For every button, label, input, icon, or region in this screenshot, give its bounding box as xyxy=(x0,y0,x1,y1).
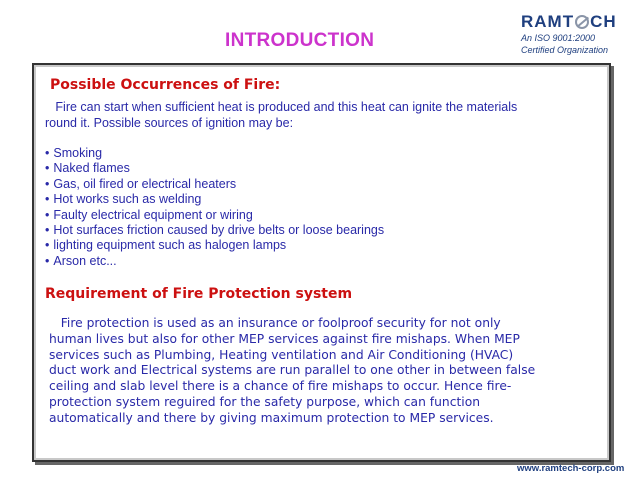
logo-slashed-o-icon xyxy=(575,15,589,29)
logo-tagline-2: Certified Organization xyxy=(521,45,609,55)
company-logo xyxy=(521,12,633,56)
list-item: • lighting equipment such as halogen lamps xyxy=(45,238,384,253)
logo-suffix: CH xyxy=(590,12,617,31)
logo-prefix: RAMT xyxy=(521,12,575,31)
ignition-sources-list xyxy=(45,146,384,269)
paragraph-line: protection system reguired for the safety purpose, which can function xyxy=(49,394,481,409)
paragraph-line: duct work and Electrical systems are run parallel to one other in between false xyxy=(49,363,536,378)
list-item: • Naked flames xyxy=(45,161,384,176)
requirement-paragraph xyxy=(49,316,589,427)
paragraph-line: services such as Plumbing, Heating ventilation and Air Conditioning (HVAC) xyxy=(49,347,514,362)
intro-line: round it. Possible sources of ignition may be: xyxy=(45,116,294,130)
paragraph-line: ceiling and slab level there is a chance of fire mishaps to occur. Hence fire- xyxy=(49,379,512,394)
intro-line: Fire can start when sufficient heat is produced and this heat can ignite the materials xyxy=(45,100,518,114)
section-heading-occurrences: Possible Occurrences of Fire: xyxy=(50,77,281,93)
paragraph-line: automatically and there by giving maximum protection to MEP services. xyxy=(49,410,494,425)
list-item: • Smoking xyxy=(45,146,384,161)
intro-paragraph xyxy=(45,99,585,131)
paragraph-line: Fire protection is used as an insurance or foolproof security for not only xyxy=(49,316,501,330)
list-item: • Faulty electrical equipment or wiring xyxy=(45,208,384,223)
page-title: INTRODUCTION xyxy=(225,30,375,51)
paragraph-line: human lives but also for other MEP services against fire mishaps. When MEP xyxy=(49,331,520,346)
logo-name xyxy=(521,12,633,32)
section-heading-requirement: Requirement of Fire Protection system xyxy=(45,286,353,302)
list-item: • Hot surfaces friction caused by drive belts or loose bearings xyxy=(45,223,384,238)
list-item: • Gas, oil fired or electrical heaters xyxy=(45,177,384,192)
logo-tagline-1: An ISO 9001:2000 xyxy=(521,33,596,43)
footer-url[interactable]: www.ramtech-corp.com xyxy=(517,463,625,474)
list-item: • Arson etc... xyxy=(45,254,384,269)
list-item: • Hot works such as welding xyxy=(45,192,384,207)
